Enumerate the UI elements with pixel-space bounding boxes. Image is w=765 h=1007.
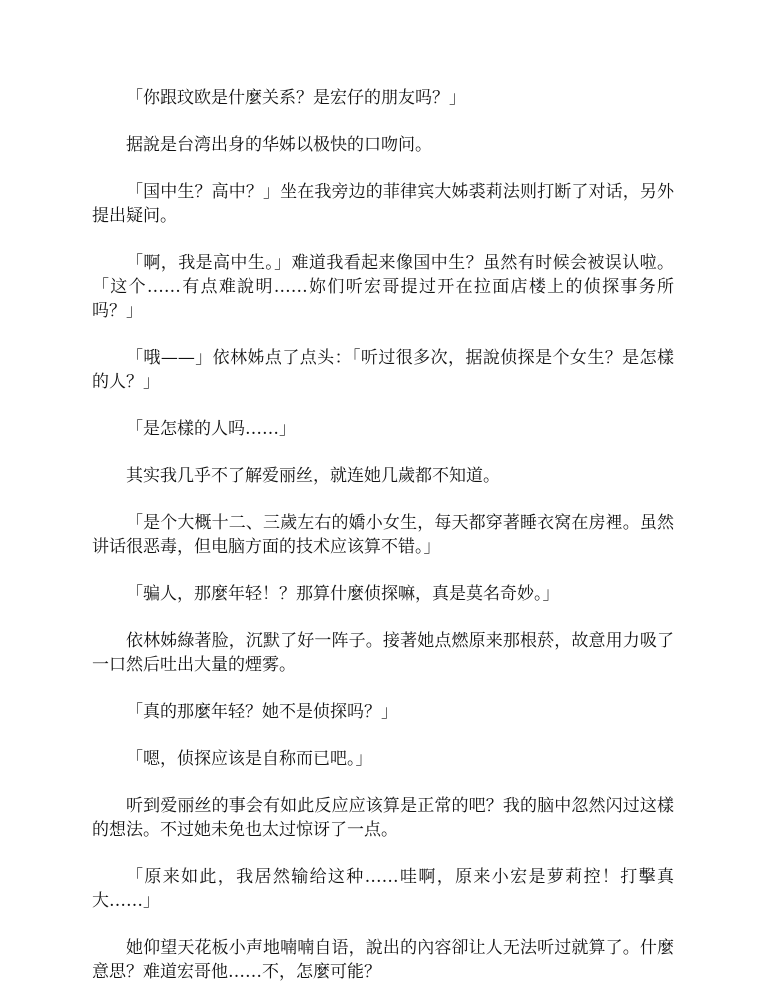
paragraph: 「原来如此，我居然输给这种……哇啊，原来小宏是萝莉控！打擊真大……」: [92, 867, 674, 911]
paragraph: 「是怎樣的人吗……」: [126, 419, 296, 439]
paragraph: 「嗯，侦探应该是自称而已吧。」: [126, 749, 373, 769]
paragraph: 「骗人，那麼年轻！？那算什麼侦探嘛，真是莫名奇妙。」: [126, 584, 560, 604]
document-page: [92, 86, 674, 1007]
paragraph: 「哦——」依林姊点了点头：「听过很多次，据說侦探是个女生？是怎樣的人？」: [92, 348, 674, 392]
paragraph: 「是个大概十二、三歲左右的嬌小女生，每天都穿著睡衣窝在房裡。虽然讲话很恶毒，但电脑方面的技术应该算不错。」: [92, 513, 674, 557]
paragraph: 据說是台湾出身的华姊以极快的口吻问。: [126, 135, 432, 155]
paragraph: 依林姊綠著脸，沉默了好一阵子。接著她点燃原来那根菸，故意用力吸了一口然后吐出大量的煙雾。: [92, 631, 674, 675]
paragraph: 她仰望天花板小声地喃喃自语，說出的內容卻让人无法听过就算了。什麼意思？难道宏哥他……不，怎麼可能？: [92, 938, 674, 982]
paragraph: 「你跟玟欧是什麼关系？是宏仔的朋友吗？」: [126, 88, 466, 108]
paragraph: 「啊，我是高中生。」难道我看起来像国中生？虽然有时候会被误认啦。「这个……有点难說明……妳们听宏哥提过开在拉面店楼上的侦探事务所吗？」: [92, 253, 674, 321]
paragraph: 「真的那麼年轻？她不是侦探吗？」: [126, 702, 398, 722]
paragraph: 其实我几乎不了解爱丽丝，就连她几歲都不知道。: [126, 466, 500, 486]
paragraph: 「国中生？高中？」坐在我旁边的菲律宾大姊裘莉法则打断了对话，另外提出疑问。: [92, 182, 674, 226]
paragraph: 听到爱丽丝的事会有如此反应应该算是正常的吧？我的脑中忽然闪过这樣的想法。不过她未免也太过惊讶了一点。: [92, 796, 674, 840]
